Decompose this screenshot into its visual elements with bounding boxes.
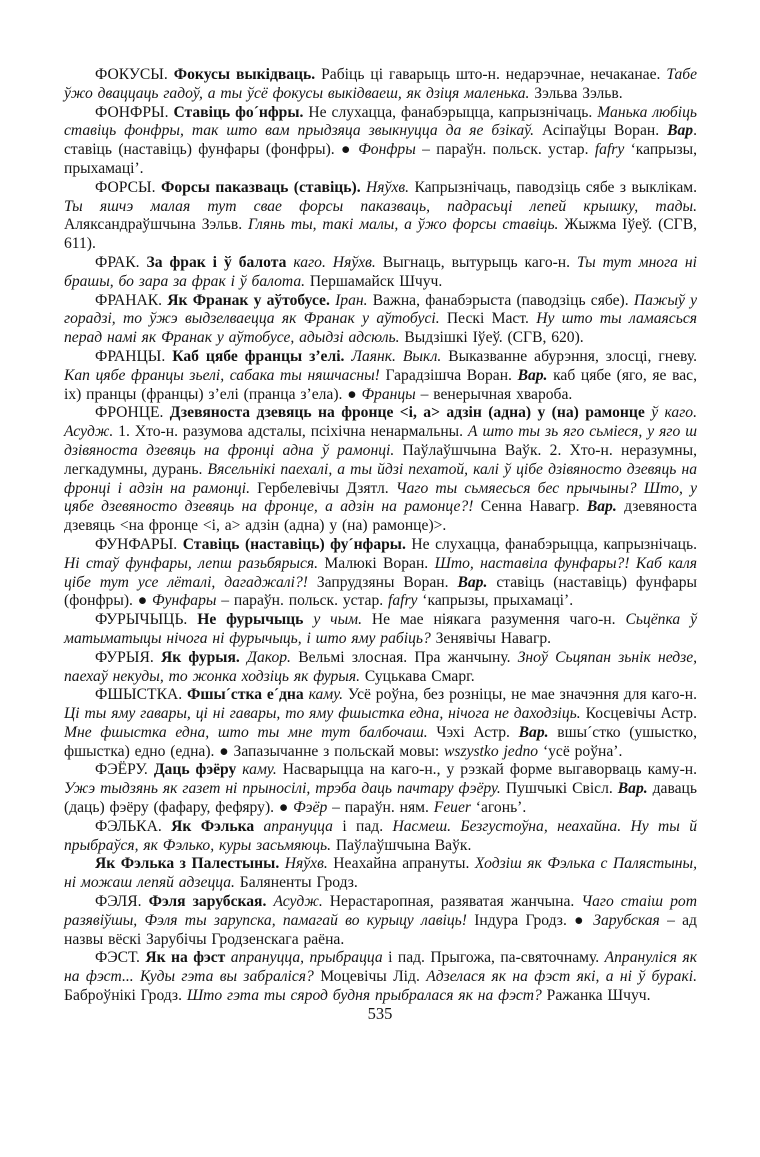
text-run: Насмеш. Безгустоўна, неахайна. Ну ты й прыбраўся, як Фэлько, куры засьмяюць. [64,817,698,854]
text-run: Выказванне абурэння, злосці, гневу. [448,347,697,365]
entry-furychyts [64,611,697,649]
text-run: каго. Няўхв. [293,253,383,271]
text-run: Як Франак у аўтобусе. [167,291,336,309]
entry-furyia [64,649,697,687]
text-run: Не слухацца, фанабэрыцца, капрызнічаць. [411,535,697,553]
text-run: ФРАНЦЫ. [95,347,173,365]
text-run: ФУРЫЧЫЦЬ. [95,611,198,629]
text-run: Вар. [517,366,554,384]
text-run: Гарадзішча Воран. [385,366,518,384]
text-run: Ні стаў фунфары, лепш разьбярыся. [64,554,325,572]
text-run: ў каго. Асудж. [64,404,697,441]
text-run: . ставіць (наставіць) фунфары (фонфры). ● [64,122,697,159]
text-run: Сенна Навагр. [480,498,587,516]
text-run: Вясельнікі паехалі, а ты йдзі пехатой, калі ў цібе дзівяносто дзевяць на фронці і адзін на рамонці. [64,460,698,497]
text-run: Зэльва Зэльв. [534,84,623,102]
text-run: Зарубская [593,911,660,929]
text-run: Нерастаропная, разяватая жанчына. [329,893,582,911]
text-run: Вельмі злосная. Пра жанчыну. [298,648,518,666]
text-run: Ужэ тыдзянь як газет ні прыносілі, трэба даць пачтару фэёру. [64,780,506,798]
text-run: Паўлаўшчына Ваўк. 2. Хто-н. неразумны, легкадумны, дурань. [64,441,697,478]
text-run: Кап цябе францы зьелі, сабака ты няшчасны! [64,366,386,384]
text-run: даваць (даць) фэёру (фафару, фефяру). ● [64,780,698,817]
text-run: Няўхв. [284,855,334,873]
text-run: Асіпаўцы Воран. [541,122,668,140]
text-run: ФШЫСТКА. [95,686,187,704]
entry-felka [64,818,697,856]
text-run: каму. [242,761,283,779]
text-run: Ставіць (наставіць) фу´нфары. [182,535,412,553]
entry-fonfry [64,104,697,179]
folio-page-number: 535 [367,1004,393,1023]
entry-frak [64,254,697,292]
text-run: Сьцёпка ў матыматыцы нічога ні фурычыць, і што яму рабіць? [64,611,697,647]
text-run: Манька любіць ставіць фонфры, так што вам прыдзяца звыкнуцца да яе бзікаў. [64,103,697,140]
text-run: ФРОНЦЕ. [95,404,170,422]
entry-fronce [64,404,697,536]
text-run: Ці ты яму гавары, ці ні гавары, то яму фшыстка една, нічога не даходзіць. [64,705,586,723]
text-run: Feuer [433,799,471,817]
text-run: Пушчыкі Свісл. [505,780,618,798]
text-run: Адзелася як на фэст які, а ні ў буракі. [426,968,698,986]
text-run: ‘капрызы, прыхамаці’. [64,141,697,177]
entry-fokusy [64,66,697,104]
text-run: Што гэта ты сярод будня прыбралася як на фэст? [186,987,547,1005]
text-run: Глянь ты, такі малы, а ўжо форсы ставіць. [248,216,565,234]
text-run: Ты тут многа ні брашы, бо зара за фрак і ў балота. [64,253,697,290]
text-run: Іран. [335,291,373,309]
text-run: Ходзіш як Фэлька с Палястыны, ні можаш лепяй адзецца. [64,855,698,892]
text-run: ‘усё роўна’. [542,742,623,760]
text-run: вшы´стко (ушыстко, фшыстка) едно (една). ● Запазычанне з польскай мовы: [64,723,697,760]
text-run: Неахайна апрануты. [333,855,475,873]
text-run: Фонфры [358,141,416,159]
text-run: Апрануліся як на фэст... Куды гэта вы забраліся? [64,949,698,986]
text-run: Чэхі Астр. [436,723,519,741]
text-run: ФРАК. [95,253,147,271]
text-run: – венерычная хвароба. [415,385,573,403]
text-run: Моцевічы Лід. [320,968,427,986]
text-run: у чым. [313,611,372,629]
text-run: ФУНФАРЫ. [95,535,183,553]
text-run: Асудж. [273,893,330,911]
text-run: Першамайск Шчуч. [309,272,443,290]
text-run: Не слухацца, фанабэрыцца, капрызнічаць. [308,103,598,121]
text-run: Паўлаўшчына Ваўк. [335,836,472,854]
text-run: 1. Хто-н. разумова адсталы, псіхічна ненармальны. [118,423,468,441]
text-run: Як Фэлька [171,817,264,835]
text-run: Вар. [617,780,653,798]
entry-felia [64,893,697,949]
text-run: – ад назвы вёскі Зарубічы Гродзенскага раёна. [64,911,697,948]
text-run: і пад. Прыгожа, па-святочнаму. [388,949,605,967]
text-run: каму. [308,686,348,704]
text-run: Няўхв. [366,178,415,196]
text-run: За фрак і ў балота [146,253,294,271]
text-run: Суцькава Смарг. [364,667,475,685]
text-run: Выдзішкі Іўеў. (СГВ, 620). [404,329,584,347]
text-run: ФУРЫЯ. [95,648,161,666]
text-run: Насварыцца на каго-н., у рэзкай форме выгаворваць каму-н. [282,761,698,779]
text-run: Рабіць ці гаварыць што-н. недарэчнае, нечаканае. [321,66,667,83]
text-run: Мне фшыстка една, што ты мне тут балбочаш. [64,723,437,741]
text-run: – параўн. ням. [327,799,434,817]
text-run: Пескі Маст. [446,310,537,328]
entry-franak [64,292,697,348]
text-run: ФРАНАК. [95,291,168,309]
text-run: Ты яшчэ малая тут свае форсы паказваць, падрасьці лепей крышку, тады. [64,197,697,215]
text-run: Ражанка Шчуч. [546,987,651,1005]
text-run: ФЭЛЯ. [95,893,149,911]
text-run: Не мае ніякага разумення чаго-н. [371,611,626,629]
text-run: Гербелевічы Дзятл. [257,479,396,497]
text-run: ФОКУСЫ. [95,66,174,83]
text-run: ставіць (наставіць) фунфары (фонфры). ● [64,573,697,610]
text-run: Як Фэлька з Палестыны. [95,855,285,873]
text-run: Чаго стаіш рот разявіўшы, Фэля ты зарупска, памагай во курыцу лавіць! [64,893,697,929]
text-run: Усё роўна, без розніцы, не мае значэння для каго-н. [347,686,697,704]
text-run: Ну што ты ламаясься перад намі як Франак у аўтобусе, адыдзі адсюль. [64,310,697,347]
text-run: і пад. [342,817,393,835]
page-body [64,66,697,1006]
text-run: Косцевічы Астр. [585,705,697,723]
text-run: Вар. [586,498,625,516]
text-run: Вар. [457,573,497,591]
text-run: дзевяноста дзевяць <на фронце <і, а> адзін (адна) у (на) рамонце)>. [64,498,697,535]
text-run: Зноў Сьцяпан зьнік недзе, паехаў некуды, то жонка ходзіць як фурыя. [64,648,698,685]
entry-fest [64,949,697,1005]
text-run: Дакор. [247,648,299,666]
text-run: Выгнаць, вытурыць каго-н. [382,253,577,271]
text-run: Як фурыя. [160,648,248,666]
text-run: Важна, фанабэрыста (паводзіць сябе). [372,291,634,309]
text-run: Форсы паказваць (ставіць). [160,178,367,196]
text-run: Францы [361,385,416,403]
entry-forsy [64,179,697,254]
text-run: ФЭЁРУ. [95,761,154,779]
text-run: Капрызнічаць, паводзіць сябе з выклікам. [414,178,698,196]
text-run: Не фурычыць [197,611,314,629]
text-run: ФЭСТ. [95,949,146,967]
text-run: fafry [594,141,625,159]
text-run: Лаянк. Выкл. [351,347,449,365]
text-run: Аляксандраўшчына Зэльв. [64,216,248,234]
text-run: fafry [388,592,418,610]
entry-funfary [64,536,697,611]
text-run: Як на фэст [145,949,231,967]
text-run: Баляненты Гродз. [239,874,358,892]
text-run: Індура Гродз. ● [474,911,594,929]
text-run: Фокусы выкідваць. [173,66,322,83]
text-run: Фунфары [152,592,217,610]
text-run: ‘капрызы, прыхамаці’. [417,592,574,610]
entry-feioru [64,761,697,817]
text-run: Ставіць фо´нфры. [173,103,309,121]
text-run: Што, наставіла фунфары?! Каб каля цібе тут усе лёталі, дагаджалі?! [64,554,697,591]
text-run: Зенявічы Навагр. [435,629,552,647]
text-run: – параўн. польск. устар. [415,141,595,159]
text-run: апрануцца [263,817,343,835]
text-run: каб цябе (яго, яе вас, іх) пранцы (францы) з’елі (пранца з’ела). ● [64,366,697,403]
text-run: апрануцца, прыбрацца [230,949,389,967]
text-run: Фшы´стка е´дна [187,686,309,704]
text-run: Пажыў у горадзі, то ўжэ выдзелваецца як Франак у аўтобусі. [64,291,697,328]
text-run: – параўн. польск. устар. [216,592,388,610]
text-run: Чаго ты сьмяесься бес прычыны? Што, у цябе дзевяносто дзевяць на фронце, а адзін на рамонце?! [64,479,698,516]
entry-felka-z-palestyny [64,855,697,893]
text-run: ‘агонь’. [470,799,527,817]
text-run: Каб цябе францы з’елі. [172,347,352,365]
text-run: Табе ўжо дваццаць гадоў, а ты ўсё фокусы выкідваеш, як дзіця маленька. [64,66,698,102]
text-run: Фэля зарубская. [148,893,274,911]
text-run: Малюкі Воран. [324,554,435,572]
text-run: Дзевяноста дзевяць на фронце <і, а> адзін (адна) у (на) рамонце [169,404,652,422]
text-run: Жыжма Іўеў. (СГВ, 611). [64,216,697,253]
text-run: ФОРСЫ. [95,178,161,196]
text-run: Вар [667,122,694,140]
text-run: Вар. [518,723,558,741]
text-run: wszystko jedno [444,742,543,760]
entry-fshystka [64,686,697,761]
text-run: ФЭЛЬКА. [95,817,172,835]
text-run: Баброўнікі Гродз. [64,987,187,1005]
text-run: Даць фэёру [153,761,243,779]
text-run: Фэёр [293,799,328,817]
entry-francy [64,348,697,404]
text-run: А што ты зь яго сьміеся, у яго ш дзівяноста дзевяць на фронці адна ў рамонці. [64,423,698,459]
text-run: ФОНФРЫ. [95,103,174,121]
text-run: Запрудзяны Воран. [316,573,458,591]
